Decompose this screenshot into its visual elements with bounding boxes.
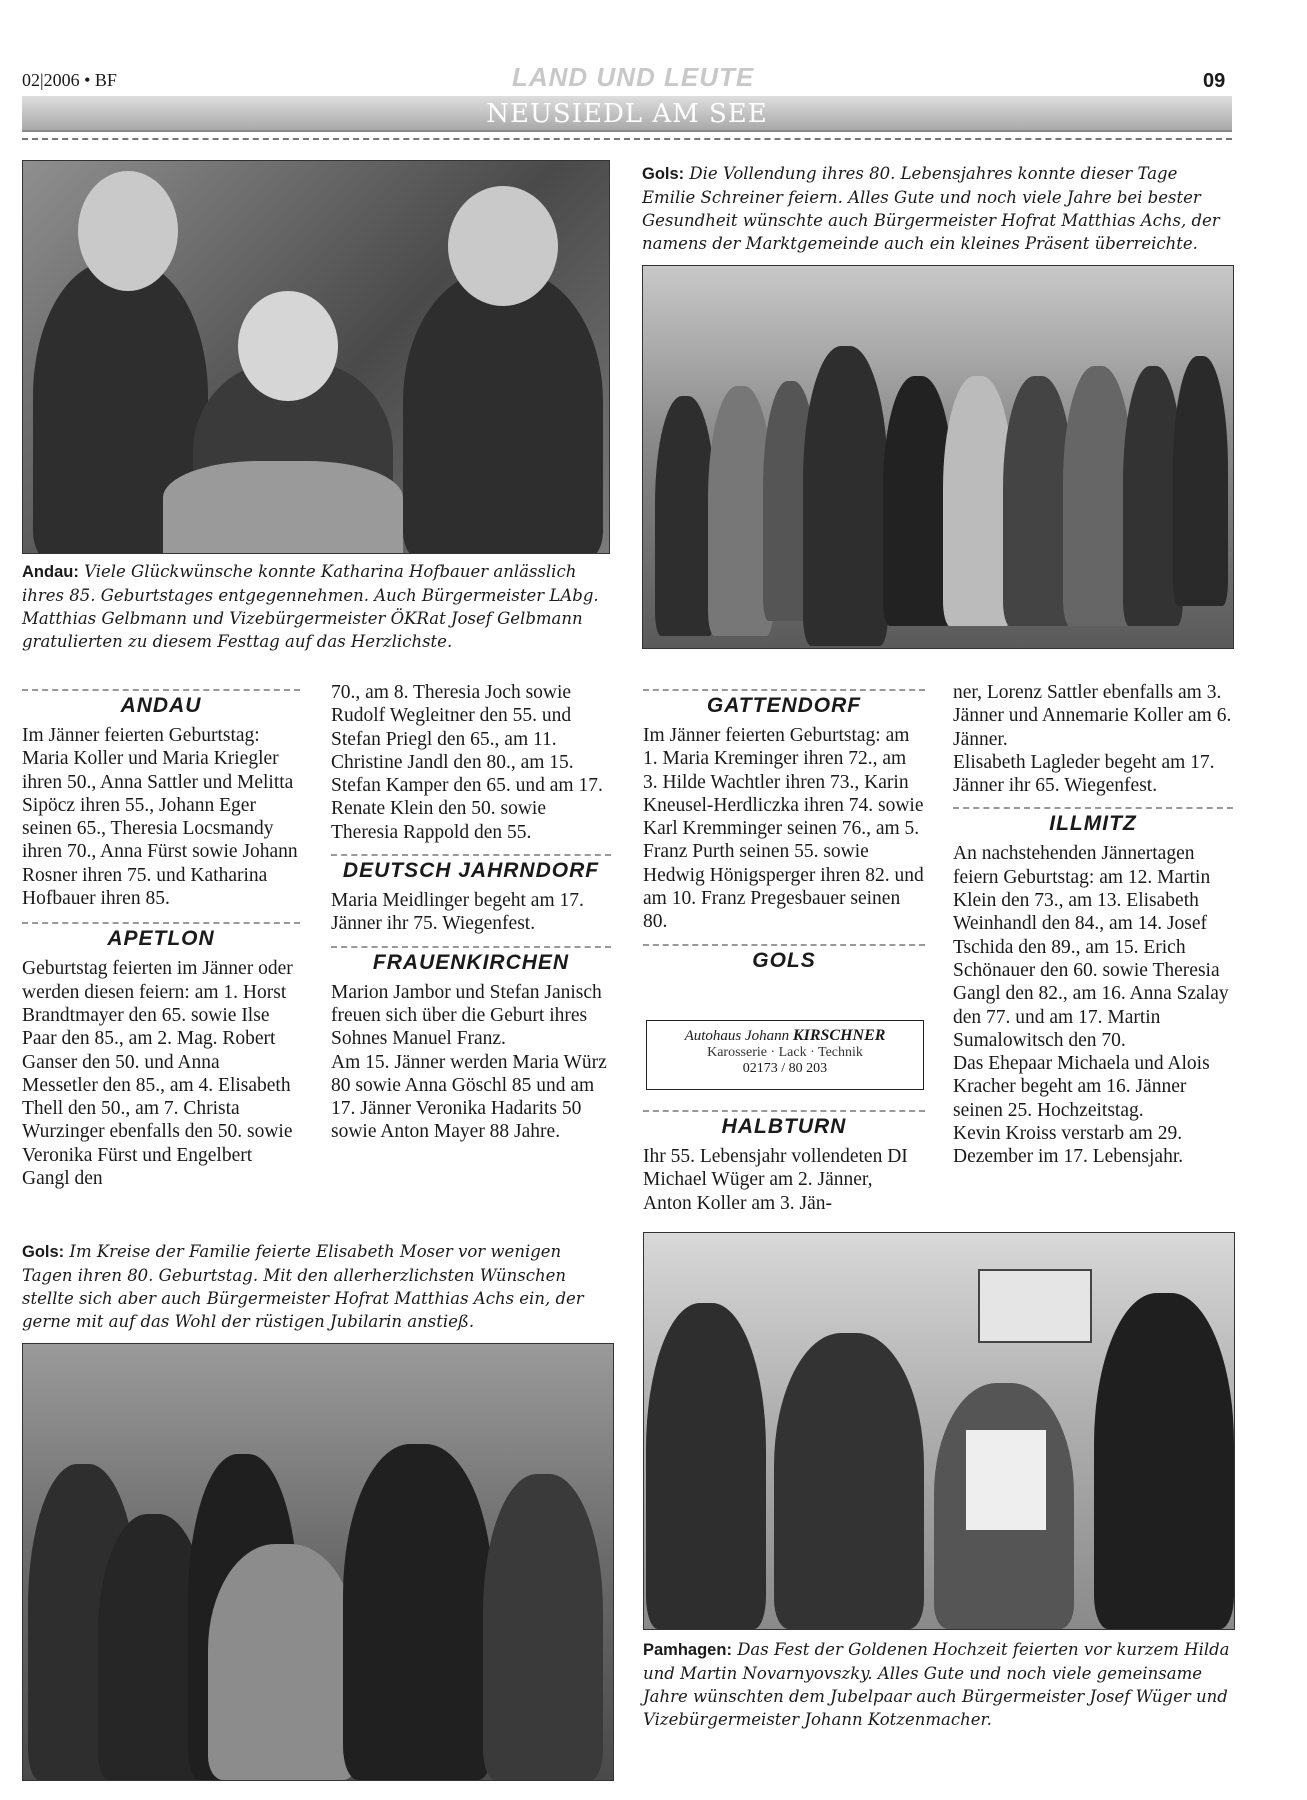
column-3 [643,685,925,979]
heading-illmitz: ILLMITZ [953,807,1233,838]
caption-andau-place: Andau: [22,563,79,581]
caption-pamhagen [643,1638,1233,1731]
caption-gols-top [642,162,1232,255]
heading-deutsch-jahrndorf: DEUTSCH JAHRNDORF [331,854,611,885]
page-number: 09 [1203,70,1226,92]
region-title: NEUSIEDL AM SEE [486,99,768,129]
header-divider [22,138,1232,140]
heading-frauenkirchen: FRAUENKIRCHEN [331,946,611,977]
ad-kirschner [646,1020,924,1090]
ad-services: Karosserie · Lack · Technik [707,1045,863,1060]
photo-gols-group [642,265,1234,649]
caption-gols-bottom-text: Im Kreise der Familie feierte Elisabeth Moser vor wenigen Tagen ihren 80. Geburtstag. Mit den allerherzlichsten Wünschen stellte sich aber auch Bürgermeister Hofrat Matthias Achs ein, der gerne mit auf das Wohl der rüstigen Jubilarin anstieß. [22,1242,584,1331]
text-illmitz-1: An nachstehenden Jännertagen feiern Geburtstag: am 12. Martin Klein den 73., am 13. Elisabeth Weinhandl den 84., am 14. Josef Tschida den 89., am 15. Erich Schönauer den 60. sowie Theresia Gangl den 82., am 16. Anna Szalay den 77. und am 17. Martin Sumalowitsch den 70. [953,843,1229,1051]
text-gattendorf: Im Jänner feierten Geburtstag: am 1. Maria Kreminger ihren 72., am 3. Hilde Wachtler ihren 73., Karin Kneusel-Herdliczka ihren 74. sowie Karl Kremminger seinen 76., am 5. Franz Purth seinen 55. sowie Hedwig Hönigsperger ihren 82. und am 10. Franz Pregesbauer seinen 80. [643,725,924,933]
text-apetlon-cont: 70., am 8. Theresia Joch sowie Rudolf Wegleitner den 55. und Stefan Priegl den 65., am 11. Christine Jandl den 80., am 15. Stefan Kamper den 65. und am 17. Renate Klein den 50. sowie Theresia Rappold den 55. [331,682,603,843]
photo-andau [22,160,610,554]
heading-apetlon: APETLON [22,922,300,953]
ad-name: KIRSCHNER [792,1027,886,1044]
column-1 [22,685,300,1190]
section-title: LAND UND LEUTE [512,62,755,92]
caption-andau-text: Viele Glückwünsche konnte Katharina Hofbauer anlässlich ihres 85. Geburtstages entgegennehmen. Auch Bürgermeister LAbg. Matthias Gelbmann und Vizebürgermeister ÖKRat Josef Gelbmann gratulierten zu diesem Festtag auf das Herzlichste. [22,562,599,651]
heading-andau: ANDAU [22,689,300,720]
caption-gols-bottom [22,1240,612,1333]
caption-andau [22,560,612,653]
heading-gols: GOLS [643,944,925,975]
ad-phone: 02173 / 80 203 [742,1061,828,1076]
photo-gols-family [22,1343,614,1781]
text-frauenkirchen-1: Marion Jambor und Stefan Janisch freuen sich über die Geburt ihres Sohnes Manuel Franz. [331,981,602,1050]
heading-halbturn: HALBTURN [643,1110,925,1141]
issue-label: 02|2006 • BF [22,70,117,90]
text-halbturn-cont-1: ner, Lorenz Sattler ebenfalls am 3. Jänner und Annemarie Koller am 6. Jänner. [953,682,1232,750]
column-3-lower [643,1106,925,1215]
caption-gols-bottom-place: Gols: [22,1243,65,1261]
text-deutsch-jahrndorf: Maria Meidlinger begeht am 17. Jänner ihr 75. Wiegenfest. [331,890,584,935]
caption-pamhagen-place: Pamhagen: [643,1641,732,1659]
ad-prefix: Autohaus Johann [684,1028,790,1044]
column-2 [331,681,611,1144]
text-apetlon: Geburtstag feierten im Jänner oder werden diesen feiern: am 1. Horst Brandtmayer den 65. sowie Ilse Paar den 85., am 2. Mag. Robert Ganser den 50. und Anna Messetler den 85., am 4. Elisabeth Thell den 50., am 7. Christa Wurzinger ebenfalls den 50. sowie Veronika Fürst und Engelbert Gangl den [22,958,293,1190]
text-halbturn: Ihr 55. Lebensjahr vollendeten DI Michael Wüger am 2. Jänner, Anton Koller am 3. Jän- [643,1146,908,1214]
text-illmitz-2: Das Ehepaar Michaela und Alois Kracher begeht am 16. Jänner seinen 25. Hochzeitstag. [953,1053,1210,1121]
photo-pamhagen [643,1232,1235,1630]
text-illmitz-3: Kevin Kroiss verstarb am 29. Dezember im 17. Lebensjahr. [953,1123,1184,1168]
caption-gols-top-text: Die Vollendung ihres 80. Lebensjahres konnte dieser Tage Emilie Schreiner feiern. Alles Gute und noch viele Jahre bei bester Gesundheit wünschte auch Bürgermeister Hofrat Matthias Achs, der namens der Marktgemeinde auch ein kleines Präsent überreichte. [642,164,1220,253]
heading-gattendorf: GATTENDORF [643,689,925,720]
text-frauenkirchen-2: Am 15. Jänner werden Maria Würz 80 sowie Anna Göschl 85 und am 17. Jänner Veronika Hadarits 50 sowie Anton Mayer 88 Jahre. [331,1051,607,1143]
text-andau: Im Jänner feierten Geburtstag: Maria Koller und Maria Kriegler ihren 50., Anna Sattler und Melitta Sipöcz ihren 55., Johann Eger seinen 65., Theresia Locsmandy ihren 70., Anna Fürst sowie Johann Rosner ihren 75. und Katharina Hofbauer ihren 85. [22,725,298,910]
caption-pamhagen-text: Das Fest der Goldenen Hochzeit feierten vor kurzem Hilda und Martin Novarnyovszky. Alles Gute und noch viele gemeinsame Jahre wünschten dem Jubelpaar auch Bürgermeister Josef Wüger und Vizebürgermeister Johann Kotzenmacher. [643,1640,1230,1729]
text-halbturn-cont-2: Elisabeth Lagleder begeht am 17. Jänner ihr 65. Wiegenfest. [953,751,1215,797]
column-4 [953,681,1233,1169]
caption-gols-top-place: Gols: [642,165,685,183]
